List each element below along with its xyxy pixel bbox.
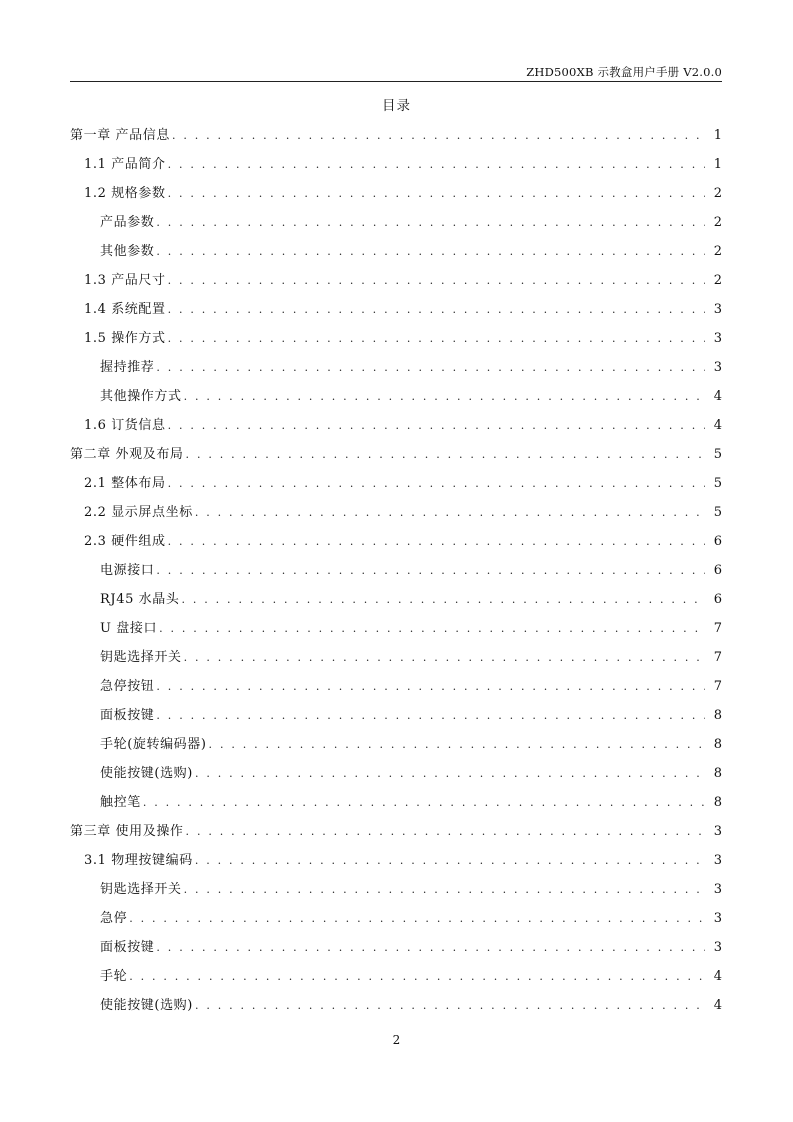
toc-entry-page: 2 bbox=[713, 273, 722, 288]
toc-entry[interactable] bbox=[70, 967, 722, 996]
toc-dot-leader bbox=[156, 706, 705, 726]
page-number: 2 bbox=[392, 1033, 401, 1047]
toc-entry-page: 7 bbox=[713, 621, 722, 636]
toc-entry[interactable] bbox=[70, 793, 722, 822]
toc-entry[interactable] bbox=[70, 474, 722, 503]
toc-entry[interactable] bbox=[70, 300, 722, 329]
toc-entry-label: 握持推荐 bbox=[100, 360, 155, 375]
toc-entry-page: 2 bbox=[713, 244, 722, 259]
toc-entry-page: 4 bbox=[713, 418, 722, 433]
toc-entry-page: 5 bbox=[713, 476, 722, 491]
toc-entry-label: U 盘接口 bbox=[100, 621, 158, 636]
toc-entry-page: 6 bbox=[713, 563, 722, 578]
toc-dot-leader bbox=[168, 416, 705, 436]
toc-dot-leader bbox=[168, 155, 705, 175]
toc-entry-label: 1.1 产品简介 bbox=[84, 157, 166, 172]
toc-entry-label: 第三章 使用及操作 bbox=[70, 824, 184, 839]
toc-entry[interactable] bbox=[70, 242, 722, 271]
toc-entry[interactable] bbox=[70, 677, 722, 706]
toc-entry-page: 7 bbox=[713, 679, 722, 694]
toc-entry[interactable] bbox=[70, 213, 722, 242]
toc-entry[interactable] bbox=[70, 648, 722, 677]
toc-entry-page: 8 bbox=[713, 766, 722, 781]
toc-entry[interactable] bbox=[70, 706, 722, 735]
toc-entry-label: 1.3 产品尺寸 bbox=[84, 273, 166, 288]
toc-dot-leader bbox=[168, 329, 705, 349]
toc-dot-leader bbox=[168, 300, 705, 320]
toc-entry-page: 3 bbox=[713, 882, 722, 897]
toc-dot-leader bbox=[186, 445, 705, 465]
toc-dot-leader bbox=[168, 532, 705, 552]
toc-entry-page: 8 bbox=[713, 708, 722, 723]
toc-entry[interactable] bbox=[70, 329, 722, 358]
toc-entry-page: 7 bbox=[713, 650, 722, 665]
toc-entry-page: 2 bbox=[713, 186, 722, 201]
toc-entry-page: 6 bbox=[713, 534, 722, 549]
toc-entry[interactable] bbox=[70, 590, 722, 619]
toc-entry[interactable] bbox=[70, 184, 722, 213]
header-rule bbox=[70, 81, 722, 82]
toc-entry-label: 手轮 bbox=[100, 969, 128, 984]
toc-entry[interactable] bbox=[70, 735, 722, 764]
toc-entry-label: 1.6 订货信息 bbox=[84, 418, 166, 433]
toc-entry-page: 3 bbox=[713, 302, 722, 317]
toc-dot-leader bbox=[156, 213, 705, 233]
toc-dot-leader bbox=[184, 880, 705, 900]
toc-entry[interactable] bbox=[70, 851, 722, 880]
toc-entry[interactable] bbox=[70, 532, 722, 561]
toc-entry-label: 3.1 物理按键编码 bbox=[84, 853, 193, 868]
toc-entry-label: 其他操作方式 bbox=[100, 389, 182, 404]
toc-entry[interactable] bbox=[70, 387, 722, 416]
toc-entry[interactable] bbox=[70, 938, 722, 967]
toc-entry-page: 3 bbox=[713, 360, 722, 375]
toc-dot-leader bbox=[129, 909, 705, 929]
toc-entry[interactable] bbox=[70, 880, 722, 909]
toc-dot-leader bbox=[129, 967, 705, 987]
toc-entry-page: 4 bbox=[713, 969, 722, 984]
toc-entry-label: 2.3 硬件组成 bbox=[84, 534, 166, 549]
toc-entry-label: RJ45 水晶头 bbox=[100, 592, 180, 607]
toc-entry-label: 使能按键(选购) bbox=[100, 998, 193, 1013]
toc-entry-page: 1 bbox=[713, 128, 722, 143]
toc-dot-leader bbox=[156, 561, 705, 581]
toc-entry-label: 手轮(旋转编码器) bbox=[100, 737, 207, 752]
toc-entry[interactable] bbox=[70, 358, 722, 387]
toc-entry-page: 2 bbox=[713, 215, 722, 230]
toc-dot-leader bbox=[156, 358, 705, 378]
table-of-contents bbox=[70, 126, 722, 1025]
toc-entry-label: 第二章 外观及布局 bbox=[70, 447, 184, 462]
toc-entry-label: 1.5 操作方式 bbox=[84, 331, 166, 346]
toc-entry[interactable] bbox=[70, 416, 722, 445]
toc-entry-label: 急停按钮 bbox=[100, 679, 155, 694]
toc-dot-leader bbox=[143, 793, 705, 813]
toc-entry-page: 3 bbox=[713, 331, 722, 346]
toc-dot-leader bbox=[156, 677, 705, 697]
toc-entry[interactable] bbox=[70, 445, 722, 474]
toc-entry-label: 2.1 整体布局 bbox=[84, 476, 166, 491]
toc-entry-label: 触控笔 bbox=[100, 795, 141, 810]
toc-entry-label: 2.2 显示屏点坐标 bbox=[84, 505, 193, 520]
toc-title: 目录 bbox=[382, 98, 411, 114]
toc-entry-page: 8 bbox=[713, 795, 722, 810]
toc-dot-leader bbox=[184, 387, 705, 407]
toc-dot-leader bbox=[156, 938, 705, 958]
toc-dot-leader bbox=[209, 735, 705, 755]
toc-dot-leader bbox=[159, 619, 705, 639]
toc-entry-page: 5 bbox=[713, 447, 722, 462]
toc-entry-label: 面板按键 bbox=[100, 708, 155, 723]
toc-entry-page: 8 bbox=[713, 737, 722, 752]
toc-entry[interactable] bbox=[70, 764, 722, 793]
toc-entry-label: 面板按键 bbox=[100, 940, 155, 955]
toc-dot-leader bbox=[168, 184, 705, 204]
toc-entry-page: 5 bbox=[713, 505, 722, 520]
toc-entry[interactable] bbox=[70, 503, 722, 532]
toc-entry-page: 6 bbox=[713, 592, 722, 607]
toc-entry-label: 电源接口 bbox=[100, 563, 155, 578]
toc-entry[interactable] bbox=[70, 561, 722, 590]
toc-entry-page: 3 bbox=[713, 911, 722, 926]
toc-entry-page: 3 bbox=[713, 824, 722, 839]
toc-dot-leader bbox=[184, 648, 705, 668]
toc-dot-leader bbox=[172, 126, 705, 146]
toc-dot-leader bbox=[168, 271, 705, 291]
toc-entry[interactable] bbox=[70, 126, 722, 155]
toc-entry-label: 1.2 规格参数 bbox=[84, 186, 166, 201]
toc-entry-label: 第一章 产品信息 bbox=[70, 128, 170, 143]
toc-entry-label: 钥匙选择开关 bbox=[100, 882, 182, 897]
toc-dot-leader bbox=[195, 764, 705, 784]
toc-entry-label: 其他参数 bbox=[100, 244, 155, 259]
toc-entry-label: 使能按键(选购) bbox=[100, 766, 193, 781]
toc-entry[interactable] bbox=[70, 619, 722, 648]
toc-dot-leader bbox=[195, 851, 705, 871]
toc-entry-page: 4 bbox=[713, 998, 722, 1013]
toc-dot-leader bbox=[186, 822, 705, 842]
toc-entry-label: 产品参数 bbox=[100, 215, 155, 230]
toc-dot-leader bbox=[195, 503, 705, 523]
toc-dot-leader bbox=[195, 996, 705, 1016]
toc-dot-leader bbox=[168, 474, 705, 494]
running-header: ZHD500XB 示教盒用户手册 V2.0.0 bbox=[526, 65, 722, 79]
toc-entry-page: 4 bbox=[713, 389, 722, 404]
toc-entry[interactable] bbox=[70, 155, 722, 184]
toc-entry-label: 急停 bbox=[100, 911, 128, 926]
toc-dot-leader bbox=[156, 242, 705, 262]
toc-entry-label: 钥匙选择开关 bbox=[100, 650, 182, 665]
toc-entry[interactable] bbox=[70, 996, 722, 1025]
toc-entry-label: 1.4 系统配置 bbox=[84, 302, 166, 317]
toc-entry[interactable] bbox=[70, 271, 722, 300]
toc-dot-leader bbox=[181, 590, 705, 610]
toc-entry[interactable] bbox=[70, 909, 722, 938]
toc-entry-page: 1 bbox=[713, 157, 722, 172]
toc-entry-page: 3 bbox=[713, 853, 722, 868]
toc-entry[interactable] bbox=[70, 822, 722, 851]
toc-entry-page: 3 bbox=[713, 940, 722, 955]
